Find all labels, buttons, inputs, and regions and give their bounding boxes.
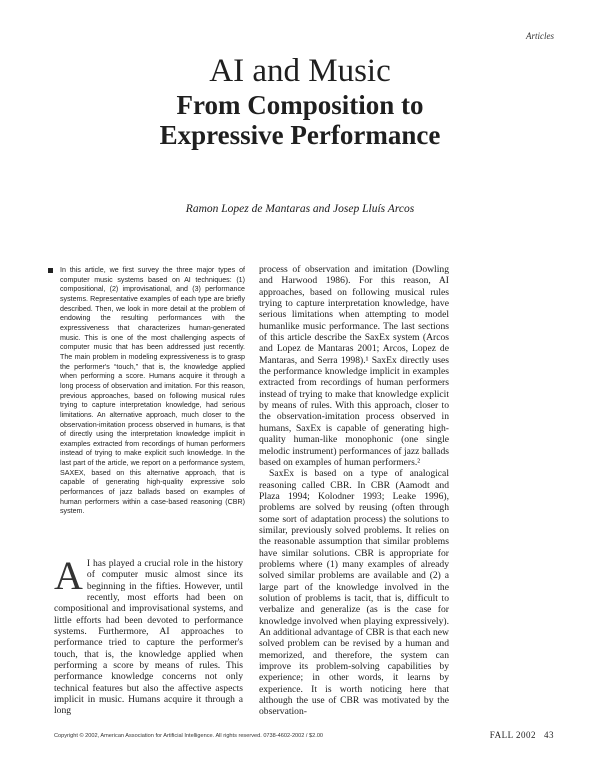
section-label: Articles bbox=[526, 31, 554, 41]
body-column-left bbox=[54, 553, 243, 717]
issue-info bbox=[490, 730, 554, 740]
body-column-right bbox=[259, 264, 449, 718]
body-paragraph-1: process of observation and imitation (Dowling and Harwood 1986). For this reason, AI approaches, based on following musical rules trying to capture interpretation knowledge, have serious limitations when attempting to model humanlike music performance. The last sections of this article describe the SaxEx system (Arcos and Lopez de Mantaras 2001; Arcos, Lopez de Mantaras, and Serra 1998).¹ SaxEx directly uses the performance knowledge implicit in examples extracted from recordings of human performers instead of trying to make that knowledge explicit by means of rules. With this approach, closer to the observation-imitation process observed in humans, SaxEx is capable of generating high-quality human-like monophonic (one single melodic instrument) performances of jazz ballads based on examples of human performers.² bbox=[259, 264, 449, 468]
article-subtitle-line-2: Expressive Performance bbox=[159, 120, 441, 150]
abstract-text: In this article, we first survey the three major types of computer music systems based on AI techniques: (1) compositional, (2) improvisational, and (3) performance systems. Representative examples of each type are briefly described. Then, we look in more detail at the problem of endowing the resulting performances with the expressiveness that characterizes human-generated music. This is one of the most challenging aspects of computer music that has been addressed just recently. The main problem in modeling expressiveness is to grasp the performer's “touch,” that is, the knowledge applied when performing a score. Humans acquire it through a long process of observation and imitation. For this reason, previous approaches, based on following musical rules trying to capture interpretation knowledge, had serious limitations. An alternative approach, much closer to the observation-imitation process observed in humans, is that of directly using the interpretation knowledge implicit in examples extracted from recordings of human performers instead of trying to make explicit such knowledge. In the last part of the article, we report on a performance system, SAXEX, based on this alternative approach, that is capable of generating high-quality expressive solo performances of jazz ballads based on examples of human performers within a case-based reasoning (CBR) system. bbox=[60, 266, 245, 516]
title-block bbox=[0, 52, 600, 150]
article-subtitle-line-1: From Composition to bbox=[176, 90, 424, 120]
drop-cap: A bbox=[54, 553, 83, 598]
abstract-bullet-icon bbox=[48, 268, 53, 273]
body-paragraph-2: SaxEx is based on a type of analogical reasoning called CBR. In CBR (Aamodt and Plaza 1994; Kolodner 1993; Leake 1996), problems are solved by reusing (often through some sort of adaptation process) the solutions to similar, previously solved problems. It relies on the reasonable assumption that similar problems have similar solutions. CBR is appropriate for problems where (1) many examples of already solved similar problems are available and (2) a large part of the knowledge involved in the solution of problems is tacit, that is, difficult to verbalize and generalize (as is the case for knowledge involved when playing expressively). An additional advantage of CBR is that each new solved problem can be revised by a human and memorized, and therefore, the system can improve its problem-solving capabilities by experience; in other words, it learns by experience. It is worth noticing here that although the use of CBR was motivated by the observation- bbox=[259, 468, 449, 718]
issue-label: FALL 2002 bbox=[489, 730, 536, 740]
copyright-notice: Copyright © 2002, American Association for Artificial Intelligence. All rights reserved. 0738-4602-2002 / $2.00 bbox=[54, 733, 324, 739]
author-line: Ramon Lopez de Mantaras and Josep Lluís Arcos bbox=[185, 203, 415, 215]
abstract bbox=[60, 266, 245, 517]
page-number: 43 bbox=[544, 730, 554, 740]
body-left-text: I has played a crucial role in the history of computer music almost since its beginning in the fifties. However, until recently, most efforts had been on compositional and improvisational systems, and little efforts had been devoted to performance systems. Furthermore, AI approaches to performance tried to capture the performer's touch, that is, the knowledge applied when performing a score by means of rules. This performance knowledge concerns not only technical features but also the affective aspects implicit in music. Humans acquire it through a long bbox=[54, 558, 243, 717]
article-title: AI and Music bbox=[209, 53, 391, 89]
